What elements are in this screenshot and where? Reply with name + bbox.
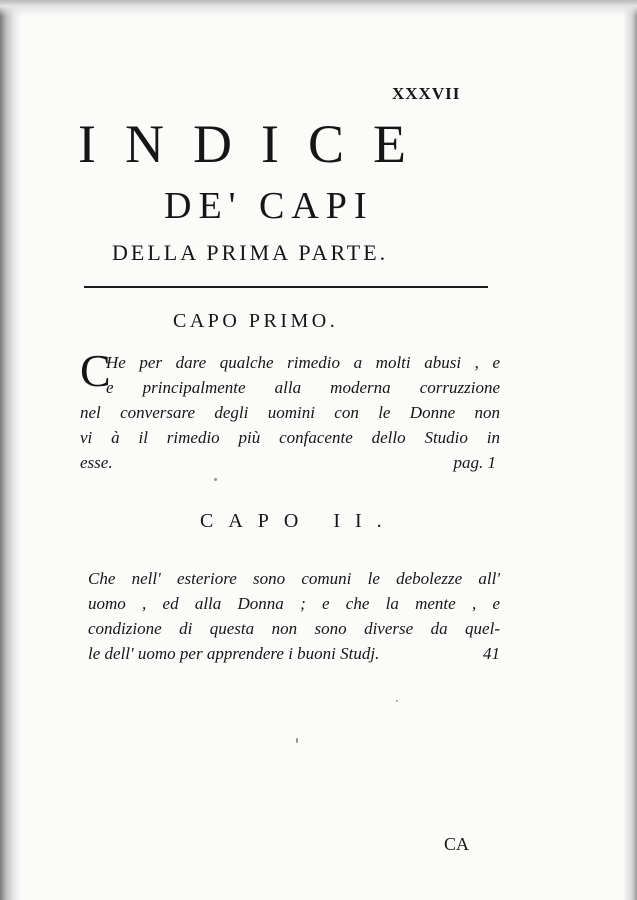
scan-speck	[396, 700, 398, 702]
scan-edge-right	[623, 0, 637, 900]
scan-edge-left	[0, 0, 22, 900]
scan-speck	[296, 738, 298, 743]
index-subtitle: DE' CAPI	[164, 185, 374, 227]
index-title: INDICE	[78, 114, 435, 174]
entry-line: nel conversare degli uomini con le Donne non	[80, 403, 500, 422]
page-reference: 41	[483, 644, 500, 663]
horizontal-rule	[84, 286, 488, 288]
entry-line: Che nell' esteriore sono comuni le debolezze all'	[88, 569, 500, 588]
part-heading: DELLA PRIMA PARTE.	[112, 240, 389, 265]
entry-line: uomo , ed alla Donna ; e che la mente , e	[88, 594, 500, 613]
entry-line: e principalmente alla moderna corruzzione	[106, 378, 500, 397]
entry-line: condizione di questa non sono diverse da quel-	[88, 619, 500, 638]
drop-cap: C	[80, 345, 111, 396]
entry-line: vi à il rimedio più confacente dello Studio in	[80, 428, 500, 447]
entry-last-line	[80, 450, 496, 475]
entry-last-line	[88, 641, 500, 666]
catchword: CA	[444, 834, 470, 854]
page-number: XXXVII	[392, 84, 461, 103]
chapter-entry	[80, 345, 500, 475]
entry-line: le dell' uomo per apprendere i buoni Studj.	[88, 644, 380, 663]
entry-line: He per dare qualche rimedio a molti abusi , e	[106, 353, 500, 372]
page-reference: pag. 1	[453, 453, 496, 472]
entry-line: esse.	[80, 453, 113, 472]
chapter-entry	[88, 566, 508, 666]
chapter-heading: CAPO PRIMO.	[173, 310, 339, 332]
chapter-heading: CAPO II.	[200, 510, 397, 532]
scan-edge-top	[0, 0, 637, 16]
scan-speck	[214, 478, 217, 481]
